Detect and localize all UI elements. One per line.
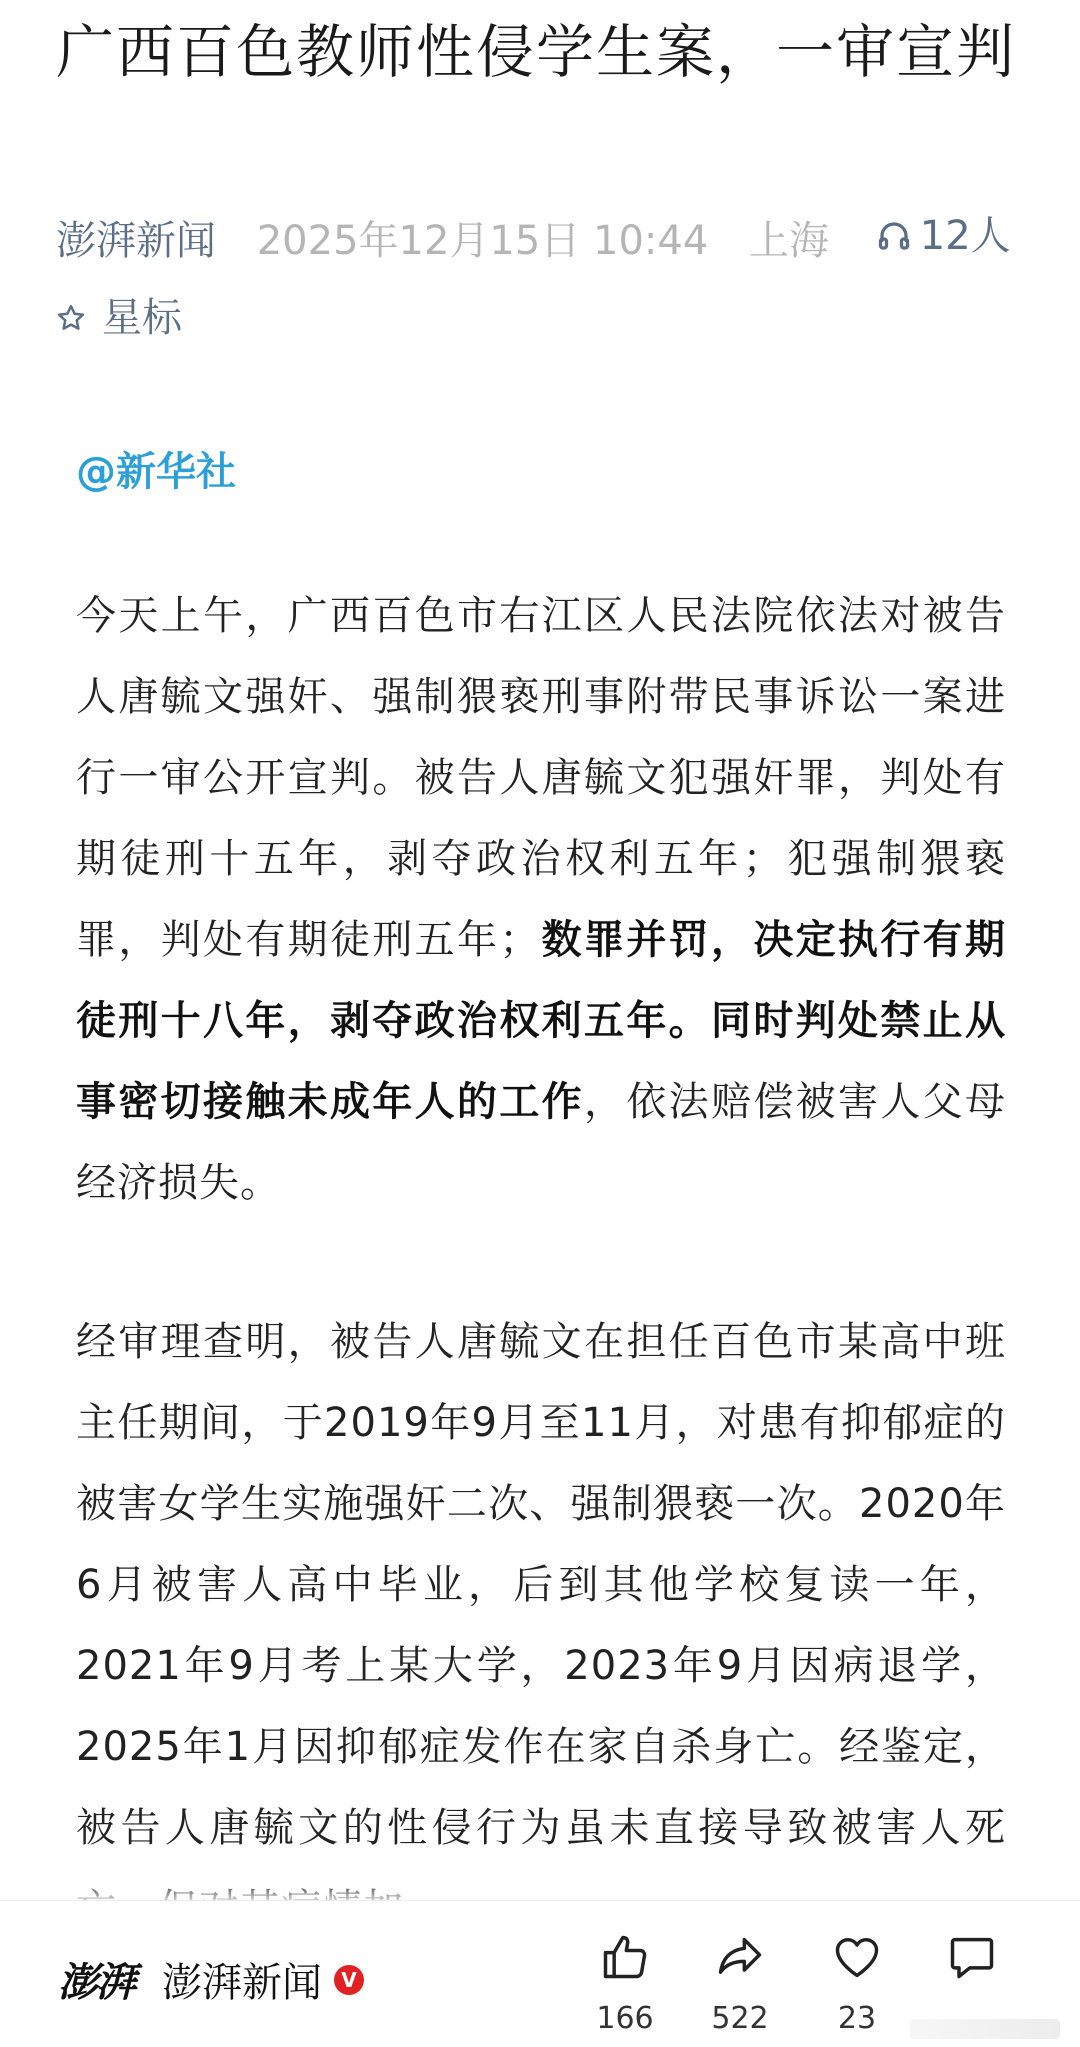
article-paragraph-1 — [76, 576, 1006, 1224]
comment-icon — [945, 1931, 999, 1983]
article-paragraph-2: 经审理查明，被告人唐毓文在担任百色市某高中班主任期间，于2019年9月至11月，对患有抑郁症的被害女学生实施强奸二次、强制猥亵一次。2020年6月被害人高中毕业，后到其他学校复读一年，2021年9月考上某大学，2023年9月因病退学，2025年1月因抑郁症发作在家自杀身亡。经鉴定，被告人唐毓文的性侵行为虽未直接导致被害人死 — [76, 1319, 1006, 1851]
brand-name-label: 澎湃新闻 — [162, 1960, 322, 2006]
listen-button[interactable] — [876, 206, 1011, 266]
verified-badge-icon: V — [334, 1965, 364, 1995]
paragraph-1-text-a: 今天上午，广西百色市右江区人民法院依法对被告人唐毓文强奸、强制猥亵刑事附带民事诉讼一案进行一审公开宣判。被告人唐毓文犯强奸罪，判处有期徒刑十五年，剥夺政治权利五年；犯强制猥亵罪，判处有期徒刑五年； — [76, 593, 1006, 963]
publish-datetime: 2025年12月15日 10:44 — [256, 218, 709, 264]
share-count: 522 — [711, 2001, 769, 2036]
mention-link[interactable]: @新华社 — [76, 449, 236, 495]
article-meta — [56, 206, 1036, 266]
publish-location: 上海 — [749, 218, 830, 264]
listener-count: 12人 — [919, 213, 1011, 259]
headphones-icon — [876, 218, 912, 254]
star-button[interactable] — [56, 288, 182, 348]
heart-icon — [831, 1931, 883, 1983]
watermark — [910, 2019, 1060, 2039]
paragraph-1-bold: 数罪并罚，决定执行有期徒刑十八年，剥夺政治权利五年。同时判处禁止从事密切接触未成年人的工作 — [76, 917, 1007, 1125]
favorite-button[interactable] — [812, 1931, 902, 2036]
brand-logo[interactable]: 澎湃 — [58, 1959, 134, 2006]
star-icon — [56, 303, 86, 333]
source-link[interactable]: 澎湃新闻 — [56, 218, 216, 264]
bottom-action-bar — [0, 1900, 1080, 2047]
brand-account[interactable] — [162, 1951, 364, 2008]
share-button[interactable] — [695, 1931, 785, 2036]
article-title: 广西百色教师性侵学生案，一审宣判 — [56, 18, 1017, 86]
share-icon — [714, 1931, 766, 1983]
like-count: 166 — [596, 2001, 654, 2036]
comment-button[interactable] — [927, 1931, 1017, 2001]
thumbs-up-icon — [599, 1931, 651, 1983]
favorite-count: 23 — [837, 2001, 877, 2036]
star-label: 星标 — [102, 295, 182, 341]
like-button[interactable] — [580, 1931, 670, 2036]
paragraph-1-text-b: ，依法赔偿被害人父母经济损失。 — [76, 1079, 1006, 1206]
